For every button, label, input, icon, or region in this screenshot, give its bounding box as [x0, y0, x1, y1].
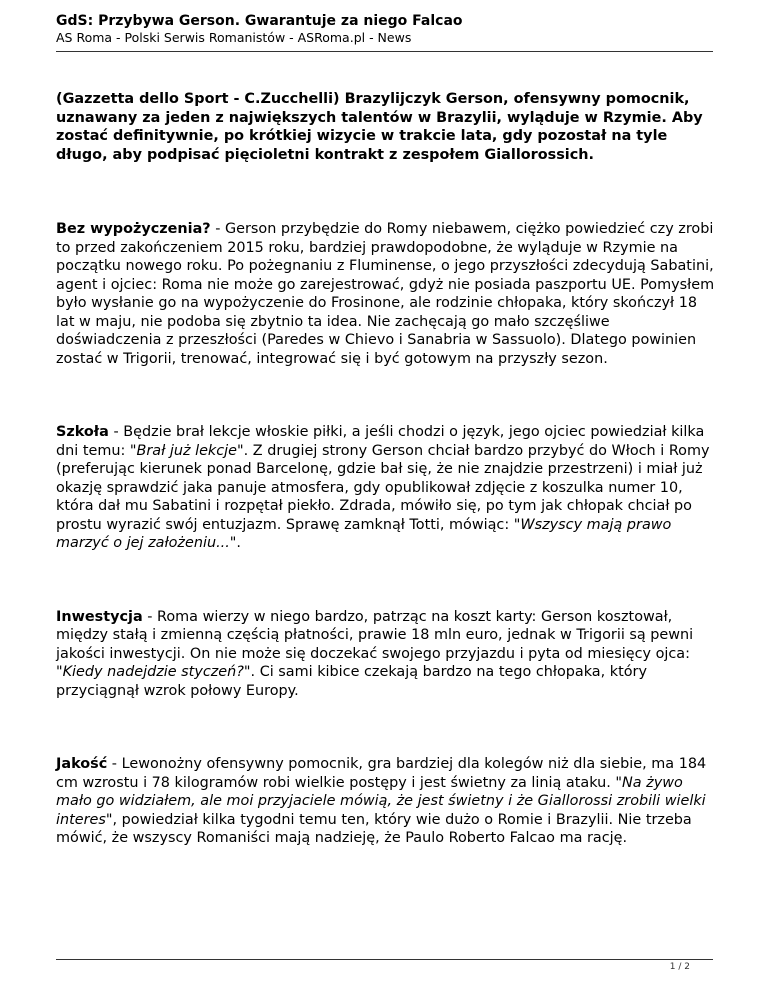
page-header — [56, 12, 713, 46]
section-szkola — [56, 423, 716, 553]
section-heading: Jakość — [56, 756, 108, 772]
article-title: GdS: Przybywa Gerson. Gwarantuje za niego Falcao — [56, 13, 463, 29]
section-text: ". Ci sami kibice czekają bardzo na tego chłopaka, który przyciągnął wzrok połowy Europy. — [56, 664, 647, 699]
header-divider — [56, 51, 713, 52]
section-jakosc — [56, 755, 716, 848]
footer-divider — [56, 959, 713, 960]
section-inwestycja — [56, 608, 716, 701]
section-text: ", powiedział kilka tygodni temu ten, który wie dużo o Romie i Brazylii. Nie trzeba mówić, że wszyscy Romaniści mają nadzieję, że Paulo Roberto Falcao ma rację. — [56, 811, 692, 846]
section-text: ". Z drugiej strony Gerson chciał bardzo przybyć do Włoch i Romy (preferując kierunek ponad Barcelonę, gdzie bał się, że nie znajdzie przestrzeni) i miał już okazję sprawdzić jaka panuje atmosfera, gdy opublikował zdjęcie z koszulka numer 10, która dał mu Sabatini i rozpętał piekło. Zdrada, mówiło się, po tym jak chłopak chciał po prostu wyrazić swój entuzjazm. Sprawę zamknął Totti, mówiąc: " — [56, 442, 710, 533]
section-text: - Roma wierzy w niego bardzo, patrząc na koszt karty: Gerson kosztował, między stałą i zmienną częścią płatności, prawie 18 mln euro, jednak w Trigorii są pewni jakości inwestycji. On nie może się doczekać swojego przyjazdu i pyta od miesięcy ojca: " — [56, 608, 694, 680]
section-text: - Będzie brał lekcje włoskie piłki, a jeśli chodzi o język, jego ojciec powiedział kilka dni temu: " — [56, 424, 705, 459]
section-heading: Inwestycja — [56, 608, 143, 625]
section-quote: Kiedy nadejdzie styczeń? — [62, 664, 244, 680]
article-body — [56, 90, 716, 903]
section-text: - Gerson przybędzie do Romy niebawem, ciężko powiedzieć czy zrobi to przed zakończeniem 2015 roku, bardziej prawdopodobne, że wyląduje w Rzymie na początku nowego roku. Po pożegnaniu z Fluminense, o jego przyszłości zdecydują Sabatini, agent i ojciec: Roma nie może go zarejestrować, gdyż nie posiada paszportu UE. Pomysłem było wysłanie go na wypożyczenie do Frosinone, ale rodzinie chłopaka, który skończył 18 lat w maju, nie podoba się zbytnio ta idea. Nie zachęcają go mało szczęśliwe doświadczenia z przeszłości (Paredes w Chievo i Sanabria w Sassuolo). Dlatego powinien zostać w Trigorii, trenować, integrować się i być gotowym na przyszły sezon. — [56, 221, 715, 367]
section-quote: Na żywo mało go widziałem, ale moi przyjaciele mówią, że jest świetny i że Giallorossi zrobili wielki interes — [56, 774, 706, 828]
section-heading: Bez wypożyczenia? — [56, 221, 211, 237]
page-number: 1 / 2 — [669, 962, 690, 972]
section-quote: Brał już lekcje — [136, 442, 238, 459]
site-subtitle: AS Roma - Polski Serwis Romanistów - ASRoma.pl - News — [56, 30, 412, 45]
section-heading: Szkoła — [56, 424, 109, 440]
section-text: - Lewonożny ofensywny pomocnik, gra bardziej dla kolegów niż dla siebie, ma 184 cm wzrostu i 78 kilogramów robi wielkie postępy i jest świetny za linią ataku. " — [56, 756, 707, 791]
section-text: ". — [229, 535, 241, 551]
article-lead: (Gazzetta dello Sport - C.Zucchelli) Brazylijczyk Gerson, ofensywny pomocnik, uznawany za jeden z największych talentów w Brazylii, wyląduje w Rzymie. Aby zostać definitywnie, po krótkiej wizycie w trakcie lata, gdy pozostał na tyle długo, aby podpisać pięcioletni kontrakt z zespołem Giallorossich. — [56, 91, 703, 163]
section-quote: Wszyscy mają prawo marzyć o jej założeniu... — [56, 516, 672, 551]
section-bez-wypozyczenia — [56, 220, 716, 368]
